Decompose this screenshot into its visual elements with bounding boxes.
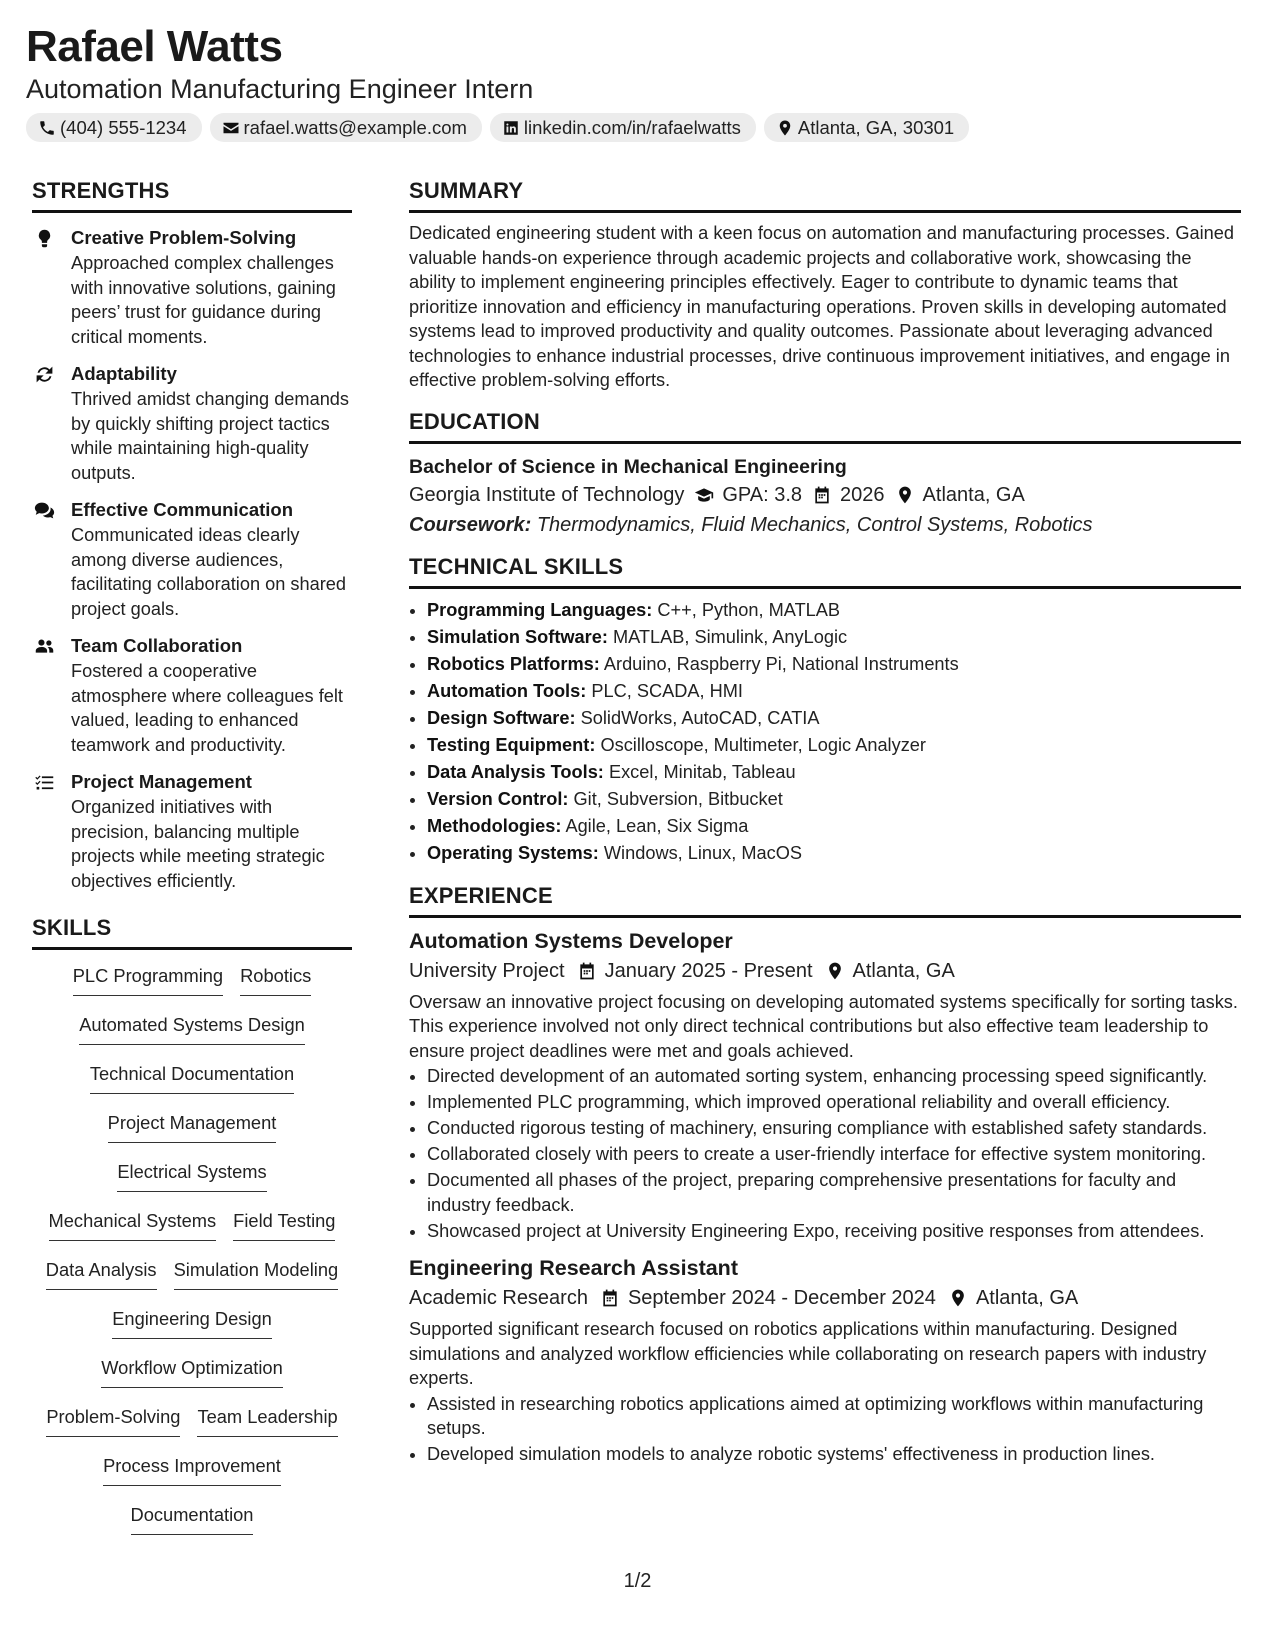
skills-heading: SKILLS <box>32 915 352 950</box>
calendar-icon <box>600 1288 620 1308</box>
strengths-heading: STRENGTHS <box>32 178 352 213</box>
contact-location-text: Atlanta, GA, 30301 <box>797 116 955 138</box>
summary-heading: SUMMARY <box>409 178 1241 213</box>
strength-desc: Fostered a cooperative atmosphere where colleagues felt valued, leading to enhanced teamwork and productivity. <box>71 661 343 755</box>
job-bullet: • Developed simulation models to analyze robotic systems' effectiveness in production lines. <box>427 1442 1241 1467</box>
skill-tag: Workflow Optimization <box>101 1356 283 1388</box>
lightbulb-icon <box>32 227 56 249</box>
tech-skill-item <box>427 759 1241 786</box>
calendar-icon <box>812 485 832 505</box>
job-bullet: • Documented all phases of the project, preparing comprehensive presentations for faculty and industry feedback. <box>427 1168 1241 1217</box>
strength-desc: Communicated ideas clearly among diverse audiences, facilitating collaboration on shared project goals. <box>71 525 347 619</box>
skill-tag: Project Management <box>108 1111 277 1143</box>
experience-heading: EXPERIENCE <box>409 883 1241 918</box>
strength-desc: Organized initiatives with precision, balancing multiple projects while meeting strategic objectives efficiently. <box>71 797 325 891</box>
tech-skill-item <box>427 597 1241 624</box>
skill-tag: Data Analysis <box>46 1258 157 1290</box>
skill-tag: Engineering Design <box>112 1307 272 1339</box>
phone-icon <box>38 119 60 137</box>
tech-skill-value: Oscilloscope, Multimeter, Logic Analyzer <box>600 734 926 755</box>
skill-tag: Field Testing <box>233 1209 335 1241</box>
education-coursework <box>409 510 1241 540</box>
tech-skill-value: Excel, Minitab, Tableau <box>608 761 796 782</box>
tech-skill-item <box>427 678 1241 705</box>
job-bullet: • Conducted rigorous testing of machinery, ensuring compliance with established safety standards. <box>427 1116 1241 1141</box>
tech-skill-value: Windows, Linux, MacOS <box>603 842 802 863</box>
skill-tag: Electrical Systems <box>117 1160 266 1192</box>
strength-item <box>32 769 352 893</box>
tech-skill-label: Version Control: <box>427 788 569 809</box>
job-org: University Project <box>409 959 565 982</box>
technical-skills-heading: TECHNICAL SKILLS <box>409 554 1241 589</box>
tech-skill-label: Methodologies: <box>427 815 562 836</box>
tech-skill-item <box>427 705 1241 732</box>
job-bullet: • Implemented PLC programming, which improved operational reliability and overall efficiency. <box>427 1090 1241 1115</box>
tech-skill-label: Simulation Software: <box>427 626 608 647</box>
job-bullets <box>409 1064 1241 1243</box>
tech-skill-value: C++, Python, MATLAB <box>657 599 841 620</box>
tech-skill-label: Testing Equipment: <box>427 734 596 755</box>
strength-item <box>32 361 352 485</box>
tech-skill-item <box>427 624 1241 651</box>
tech-skill-value: MATLAB, Simulink, AnyLogic <box>612 626 848 647</box>
job-bullet: • Directed development of an automated sorting system, enhancing processing speed significantly. <box>427 1064 1241 1089</box>
users-icon <box>32 635 56 657</box>
coursework-list: Thermodynamics, Fluid Mechanics, Control Systems, Robotics <box>536 513 1093 536</box>
refresh-icon <box>32 363 56 385</box>
summary-text: Dedicated engineering student with a keen focus on automation and manufacturing processes. Gained valuable hands-on experience through academic projects and collaborative work, showcasing the ability to implement engineering principles effectively. Eager to contribute to dynamic teams that prioritize innovation and efficiency in manufacturing operations. Proven skills in developing automated systems lead to improved productivity and quality outcomes. Passionate about leveraging advanced technologies to enhance industrial processes, drive continuous improvement initiatives, and engage in effective problem-solving efforts. <box>409 223 1235 390</box>
tech-skill-value: Git, Subversion, Bitbucket <box>573 788 783 809</box>
skill-tag: Problem-Solving <box>46 1405 180 1437</box>
contact-email[interactable] <box>210 113 482 142</box>
envelope-icon <box>222 119 244 137</box>
candidate-name: Rafael Watts <box>26 22 283 71</box>
tech-skill-value: SolidWorks, AutoCAD, CATIA <box>580 707 820 728</box>
map-pin-icon <box>895 485 915 505</box>
calendar-icon <box>577 961 597 981</box>
skill-tag: Automated Systems Design <box>79 1013 305 1045</box>
education-gpa: GPA: 3.8 <box>722 483 803 506</box>
chat-bubbles-icon <box>32 499 56 521</box>
strength-title: Creative Problem-Solving <box>71 227 297 248</box>
linkedin-icon <box>502 119 524 137</box>
job-org: Academic Research <box>409 1287 588 1309</box>
skills-list <box>32 964 352 1552</box>
strength-item <box>32 497 352 621</box>
skill-tag: Process Improvement <box>103 1454 281 1486</box>
tech-skill-item <box>427 732 1241 759</box>
left-column <box>32 178 352 1552</box>
tech-skill-value: PLC, SCADA, HMI <box>591 680 743 701</box>
job-dates: September 2024 - December 2024 <box>627 1287 936 1309</box>
education-location: Atlanta, GA <box>922 483 1025 506</box>
tech-skill-value: Arduino, Raspberry Pi, National Instruments <box>603 653 959 674</box>
job-title: Automation Systems Developer <box>409 928 733 953</box>
tech-skill-item <box>427 651 1241 678</box>
strength-desc: Approached complex challenges with innovative solutions, gaining peers’ trust for guidance during critical moments. <box>71 253 336 347</box>
skill-tag: Documentation <box>131 1503 254 1535</box>
tech-skill-label: Automation Tools: <box>427 680 587 701</box>
job-bullet: • Showcased project at University Engineering Expo, receiving positive responses from attendees. <box>427 1219 1241 1244</box>
education-degree: Bachelor of Science in Mechanical Engineering <box>409 455 847 478</box>
education-details <box>409 480 1241 510</box>
job-bullet: • Collaborated closely with peers to create a user-friendly interface for effective system monitoring. <box>427 1142 1241 1167</box>
contact-phone[interactable] <box>26 113 202 142</box>
strength-title: Project Management <box>71 771 252 792</box>
page-number: 1/2 <box>623 1570 652 1592</box>
job-meta <box>409 1283 1241 1313</box>
tech-skill-label: Data Analysis Tools: <box>427 761 604 782</box>
job-title: Engineering Research Assistant <box>409 1256 738 1280</box>
map-pin-icon <box>776 119 798 137</box>
job-location: Atlanta, GA <box>852 959 955 982</box>
tech-skill-item <box>427 813 1241 840</box>
right-column <box>409 178 1241 1477</box>
tech-skill-item <box>427 840 1241 867</box>
strength-item <box>32 633 352 757</box>
strength-title: Effective Communication <box>71 499 294 520</box>
strength-item <box>32 225 352 349</box>
tech-skill-label: Programming Languages: <box>427 599 653 620</box>
map-pin-icon <box>948 1288 968 1308</box>
strength-desc: Thrived amidst changing demands by quickly shifting project tactics while maintaining high-quality outputs. <box>71 389 350 483</box>
technical-skills-list <box>409 597 1241 867</box>
strength-title: Adaptability <box>71 363 177 384</box>
skill-tag: Mechanical Systems <box>49 1209 217 1241</box>
contact-bar <box>26 113 969 142</box>
job-dates: January 2025 - Present <box>604 959 813 982</box>
tech-skill-value: Agile, Lean, Six Sigma <box>565 815 749 836</box>
graduation-cap-icon <box>694 485 714 505</box>
job-location: Atlanta, GA <box>975 1287 1079 1309</box>
skill-tag: PLC Programming <box>73 964 223 996</box>
task-list-icon <box>32 771 56 793</box>
tech-skill-label: Design Software: <box>427 707 576 728</box>
tech-skill-item <box>427 786 1241 813</box>
contact-linkedin[interactable] <box>490 113 756 142</box>
candidate-title: Automation Manufacturing Engineer Intern <box>26 74 534 104</box>
tech-skill-label: Robotics Platforms: <box>427 653 600 674</box>
contact-linkedin-text: linkedin.com/in/rafaelwatts <box>523 116 741 138</box>
skill-tag: Simulation Modeling <box>174 1258 339 1290</box>
skill-tag: Technical Documentation <box>90 1062 294 1094</box>
job-bullet: • Assisted in researching robotics applications aimed at optimizing workflows within manufacturing setups. <box>427 1392 1241 1441</box>
education-year: 2026 <box>840 483 885 506</box>
job-description: Supported significant research focused on robotics applications within manufacturing. Designed simulations and analyzed workflow efficiencies while collaborating on research papers with industry experts. <box>409 1319 1207 1388</box>
job-description: Oversaw an innovative project focusing on developing automated systems specifically for sorting tasks. This experience involved not only direct technical contributions but also effective team leadership to ensure project deadlines were met and goals achieved. <box>409 991 1238 1061</box>
contact-email-text: rafael.watts@example.com <box>243 116 467 138</box>
education-school: Georgia Institute of Technology <box>409 483 685 506</box>
skill-tag: Team Leadership <box>197 1405 337 1437</box>
tech-skill-label: Operating Systems: <box>427 842 599 863</box>
contact-phone-text: (404) 555-1234 <box>60 116 187 138</box>
skill-tag: Robotics <box>240 964 311 996</box>
strength-title: Team Collaboration <box>71 635 243 656</box>
job-bullets <box>409 1392 1241 1467</box>
coursework-label: Coursework: <box>409 513 532 536</box>
education-heading: EDUCATION <box>409 409 1241 444</box>
contact-location <box>764 113 969 142</box>
map-pin-icon <box>825 961 845 981</box>
job-meta <box>409 956 1241 986</box>
